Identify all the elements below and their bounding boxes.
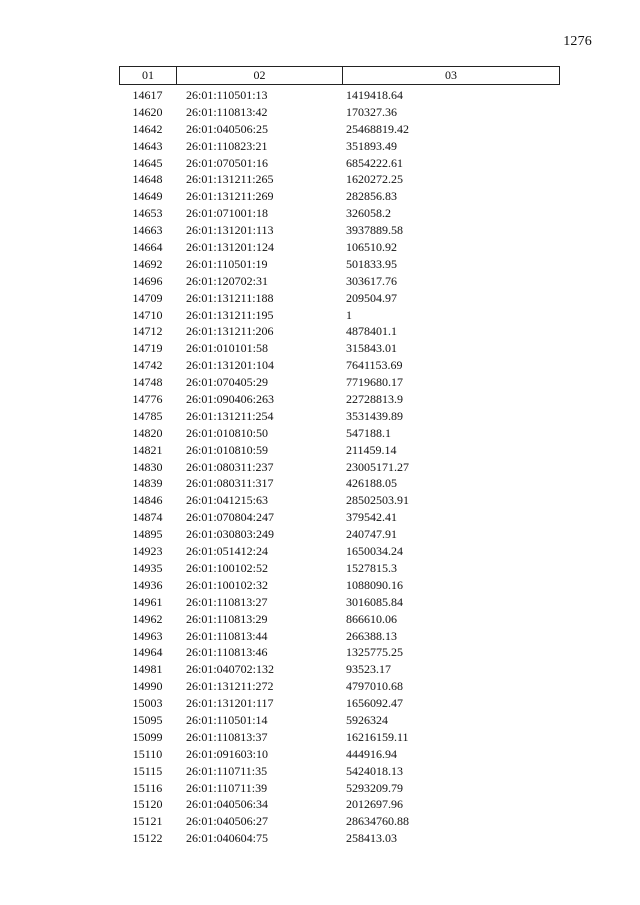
table-row — [119, 729, 560, 746]
cadastral-number-cell: 26:01:010810:59 — [186, 442, 269, 457]
value-cell: 211459.14 — [346, 442, 397, 457]
cadastral-number-cell: 26:01:051412:24 — [186, 544, 269, 559]
cadastral-number-cell: 26:01:041215:63 — [186, 493, 269, 508]
row-id-cell: 15115 — [132, 763, 163, 778]
table-row — [119, 628, 560, 645]
value-cell: 444916.94 — [346, 746, 397, 761]
header-col-02: 02 — [177, 67, 343, 84]
table-row — [119, 644, 560, 661]
cadastral-number-cell: 26:01:071001:18 — [186, 206, 269, 221]
table-row — [119, 425, 560, 442]
row-id-cell: 15120 — [132, 797, 163, 812]
row-id-cell: 14742 — [132, 358, 163, 373]
row-id-cell: 14617 — [132, 88, 163, 102]
table-row — [119, 577, 560, 594]
table-row — [119, 813, 560, 830]
value-cell: 1325775.25 — [346, 645, 403, 660]
table-row — [119, 171, 560, 188]
cadastral-number-cell: 26:01:110813:42 — [186, 104, 268, 119]
row-id-cell: 14620 — [132, 104, 163, 119]
row-id-cell: 14846 — [132, 493, 163, 508]
cadastral-number-cell: 26:01:030803:249 — [186, 527, 275, 542]
value-cell: 240747.91 — [346, 527, 397, 542]
value-cell: 866610.06 — [346, 611, 397, 626]
row-id-cell: 14895 — [132, 527, 163, 542]
cadastral-number-cell: 26:01:110813:44 — [186, 628, 268, 643]
cadastral-number-cell: 26:01:131211:188 — [186, 290, 274, 305]
cadastral-number-cell: 26:01:131201:124 — [186, 240, 275, 255]
cadastral-number-cell: 26:01:110813:29 — [186, 611, 268, 626]
table-row — [119, 543, 560, 560]
table-row — [119, 695, 560, 712]
table-row — [119, 290, 560, 307]
table-row — [119, 796, 560, 813]
table-row — [119, 442, 560, 459]
value-cell: 7719680.17 — [346, 375, 403, 390]
table-row — [119, 256, 560, 273]
page-number: 1276 — [563, 34, 592, 49]
value-cell: 315843.01 — [346, 341, 397, 356]
value-cell: 2012697.96 — [346, 797, 403, 812]
table-row — [119, 661, 560, 678]
cadastral-number-cell: 26:01:131211:269 — [186, 189, 274, 204]
row-id-cell: 14645 — [132, 155, 163, 170]
cadastral-number-cell: 26:01:091603:10 — [186, 746, 269, 761]
value-cell: 547188.1 — [346, 425, 391, 440]
cadastral-number-cell: 26:01:120702:31 — [186, 273, 269, 288]
row-id-cell: 14712 — [132, 324, 163, 339]
table-row — [119, 560, 560, 577]
value-cell: 501833.95 — [346, 256, 397, 271]
table-row — [119, 408, 560, 425]
value-cell: 28634760.88 — [346, 814, 409, 829]
row-id-cell: 14710 — [132, 307, 163, 322]
table-row — [119, 121, 560, 138]
row-id-cell: 15099 — [132, 729, 163, 744]
row-id-cell: 14839 — [132, 476, 163, 491]
cadastral-number-cell: 26:01:100102:52 — [186, 560, 269, 575]
header-col-01: 01 — [120, 67, 177, 84]
row-id-cell: 15003 — [132, 696, 163, 711]
cadastral-number-cell: 26:01:110501:13 — [186, 88, 268, 102]
table-body — [119, 87, 560, 847]
value-cell: 93523.17 — [346, 662, 391, 677]
table-row — [119, 391, 560, 408]
value-cell: 170327.36 — [346, 104, 397, 119]
cadastral-number-cell: 26:01:110501:19 — [186, 256, 268, 271]
table-row — [119, 104, 560, 121]
value-cell: 1656092.47 — [346, 696, 403, 711]
table-row — [119, 188, 560, 205]
cadastral-number-cell: 26:01:010810:50 — [186, 425, 269, 440]
row-id-cell: 14961 — [132, 594, 163, 609]
cadastral-number-cell: 26:01:040506:27 — [186, 814, 269, 829]
value-cell: 5926324 — [346, 712, 388, 727]
row-id-cell: 14963 — [132, 628, 163, 643]
row-id-cell: 14874 — [132, 510, 163, 525]
row-id-cell: 14649 — [132, 189, 163, 204]
table-row — [119, 222, 560, 239]
row-id-cell: 14776 — [132, 392, 163, 407]
row-id-cell: 14990 — [132, 679, 163, 694]
value-cell: 1650034.24 — [346, 544, 403, 559]
table-row — [119, 678, 560, 695]
value-cell: 258413.03 — [346, 831, 397, 846]
row-id-cell: 15110 — [132, 746, 163, 761]
row-id-cell: 14643 — [132, 138, 163, 153]
cadastral-number-cell: 26:01:040506:34 — [186, 797, 269, 812]
value-cell: 303617.76 — [346, 273, 397, 288]
cadastral-number-cell: 26:01:131211:206 — [186, 324, 274, 339]
table-row — [119, 273, 560, 290]
table-header — [119, 66, 560, 85]
table-row — [119, 594, 560, 611]
value-cell: 351893.49 — [346, 138, 397, 153]
cadastral-number-cell: 26:01:080311:237 — [186, 459, 274, 474]
value-cell: 3937889.58 — [346, 223, 403, 238]
value-cell: 25468819.42 — [346, 121, 409, 136]
cadastral-number-cell: 26:01:131211:254 — [186, 408, 274, 423]
table-row — [119, 87, 560, 104]
value-cell: 6854222.61 — [346, 155, 403, 170]
table-row — [119, 780, 560, 797]
row-id-cell: 14642 — [132, 121, 163, 136]
value-cell: 282856.83 — [346, 189, 397, 204]
value-cell: 5424018.13 — [346, 763, 403, 778]
table-row — [119, 459, 560, 476]
row-id-cell: 14936 — [132, 577, 163, 592]
row-id-cell: 14748 — [132, 375, 163, 390]
row-id-cell: 14981 — [132, 662, 163, 677]
cadastral-number-cell: 26:01:010101:58 — [186, 341, 269, 356]
table-row — [119, 374, 560, 391]
cadastral-number-cell: 26:01:110711:35 — [186, 763, 268, 778]
cadastral-number-cell: 26:01:110823:21 — [186, 138, 268, 153]
table-row — [119, 509, 560, 526]
row-id-cell: 14830 — [132, 459, 163, 474]
cadastral-number-cell: 26:01:040702:132 — [186, 662, 275, 677]
table-row — [119, 239, 560, 256]
row-id-cell: 15116 — [132, 780, 163, 795]
table-row — [119, 526, 560, 543]
value-cell: 7641153.69 — [346, 358, 403, 373]
cadastral-number-cell: 26:01:131201:117 — [186, 696, 274, 711]
row-id-cell: 14962 — [132, 611, 163, 626]
table-row — [119, 492, 560, 509]
row-id-cell: 14820 — [132, 425, 163, 440]
table-row — [119, 323, 560, 340]
cadastral-number-cell: 26:01:110501:14 — [186, 712, 268, 727]
cadastral-number-cell: 26:01:110813:27 — [186, 594, 268, 609]
table-row — [119, 307, 560, 324]
value-cell: 326058.2 — [346, 206, 391, 221]
cadastral-number-cell: 26:01:110711:39 — [186, 780, 268, 795]
table-row — [119, 746, 560, 763]
row-id-cell: 14696 — [132, 273, 163, 288]
cadastral-number-cell: 26:01:040506:25 — [186, 121, 269, 136]
header-col-03: 03 — [445, 68, 457, 82]
cadastral-number-cell: 26:01:131201:104 — [186, 358, 275, 373]
value-cell: 3016085.84 — [346, 594, 403, 609]
value-cell: 4878401.1 — [346, 324, 397, 339]
cadastral-number-cell: 26:01:110813:46 — [186, 645, 268, 660]
data-table — [119, 66, 560, 847]
value-cell: 266388.13 — [346, 628, 397, 643]
row-id-cell: 14964 — [132, 645, 163, 660]
table-row — [119, 340, 560, 357]
cadastral-number-cell: 26:01:131201:113 — [186, 223, 274, 238]
cadastral-number-cell: 26:01:070405:29 — [186, 375, 269, 390]
row-id-cell: 14935 — [132, 560, 163, 575]
row-id-cell: 15095 — [132, 712, 163, 727]
table-row — [119, 205, 560, 222]
row-id-cell: 14821 — [132, 442, 163, 457]
value-cell: 1419418.64 — [346, 88, 403, 102]
row-id-cell: 14785 — [132, 408, 163, 423]
row-id-cell: 14923 — [132, 544, 163, 559]
row-id-cell: 14664 — [132, 240, 163, 255]
table-row — [119, 830, 560, 847]
cadastral-number-cell: 26:01:131211:272 — [186, 679, 274, 694]
value-cell: 22728813.9 — [346, 392, 403, 407]
value-cell: 23005171.27 — [346, 459, 409, 474]
cadastral-number-cell: 26:01:070804:247 — [186, 510, 275, 525]
row-id-cell: 15122 — [132, 831, 163, 846]
row-id-cell: 14653 — [132, 206, 163, 221]
value-cell: 28502503.91 — [346, 493, 409, 508]
cadastral-number-cell: 26:01:131211:265 — [186, 172, 274, 187]
value-cell: 106510.92 — [346, 240, 397, 255]
row-id-cell: 14648 — [132, 172, 163, 187]
cadastral-number-cell: 26:01:040604:75 — [186, 831, 269, 846]
value-cell: 209504.97 — [346, 290, 397, 305]
value-cell: 5293209.79 — [346, 780, 403, 795]
table-row — [119, 763, 560, 780]
table-row — [119, 138, 560, 155]
value-cell: 1620272.25 — [346, 172, 403, 187]
value-cell: 16216159.11 — [346, 729, 409, 744]
table-row — [119, 357, 560, 374]
value-cell: 1527815.3 — [346, 560, 397, 575]
row-id-cell: 14709 — [132, 290, 163, 305]
table-row — [119, 475, 560, 492]
cadastral-number-cell: 26:01:070501:16 — [186, 155, 269, 170]
table-row — [119, 611, 560, 628]
row-id-cell: 14692 — [132, 256, 163, 271]
row-id-cell: 15121 — [132, 814, 163, 829]
table-row — [119, 155, 560, 172]
table-row — [119, 712, 560, 729]
value-cell: 379542.41 — [346, 510, 397, 525]
cadastral-number-cell: 26:01:080311:317 — [186, 476, 274, 491]
value-cell: 1 — [346, 307, 352, 322]
cadastral-number-cell: 26:01:110813:37 — [186, 729, 268, 744]
value-cell: 1088090.16 — [346, 577, 403, 592]
cadastral-number-cell: 26:01:090406:263 — [186, 392, 275, 407]
cadastral-number-cell: 26:01:100102:32 — [186, 577, 269, 592]
cadastral-number-cell: 26:01:131211:195 — [186, 307, 274, 322]
row-id-cell: 14719 — [132, 341, 163, 356]
row-id-cell: 14663 — [132, 223, 163, 238]
value-cell: 3531439.89 — [346, 408, 403, 423]
value-cell: 4797010.68 — [346, 679, 403, 694]
value-cell: 426188.05 — [346, 476, 397, 491]
